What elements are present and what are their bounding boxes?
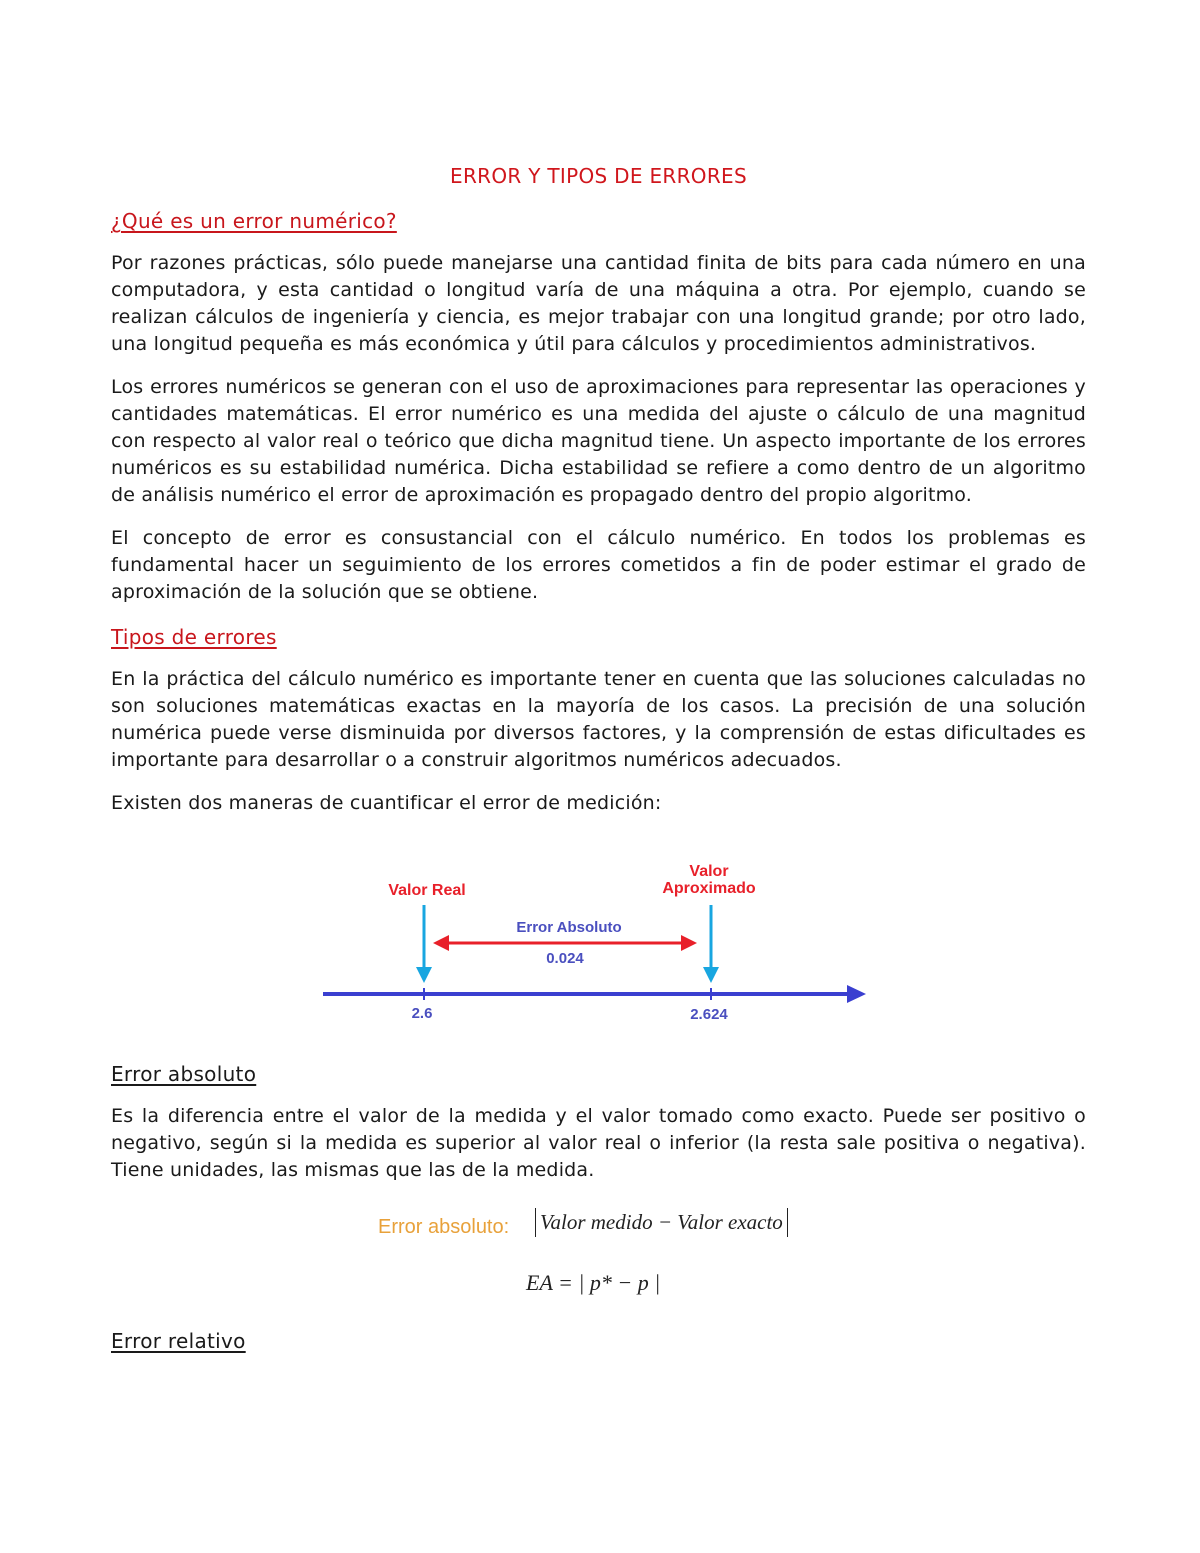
paragraph: Es la diferencia entre el valor de la medida y el valor tomado como exacto. Puede ser positivo o negativo, según si la medida es superior al valor real o inferior (la resta sale positiva o negativa). Tiene unidades, las mismas que las de la medida. [111, 1105, 1086, 1181]
paragraph: Los errores numéricos se generan con el uso de aproximaciones para representar las operaciones y cantidades matemáticas. El error numérico es una medida del ajuste o cálculo de una magnitud con respecto al valor real o teórico que dicha magnitud tiene. Un aspecto importante de los errores numéricos es su estabilidad numérica. Dicha estabilidad se refiere a como dentro de un algoritmo de análisis numérico el error de aproximación es propagado dentro del propio algoritmo. [111, 376, 1086, 506]
section-heading-tipos-de-errores: Tipos de errores [111, 625, 277, 649]
approx-value-tick-label: 2.624 [690, 1006, 728, 1023]
formula-ea [111, 1260, 1086, 1318]
valor-real-label: Valor Real [388, 882, 466, 899]
approx-value-pointer-arrow [703, 905, 719, 983]
error-diagram-svg [111, 833, 1086, 1023]
number-line-axis [323, 985, 866, 1003]
valor-aproximado-label-line1: Valor [689, 863, 729, 880]
paragraph: Por razones prácticas, sólo puede manejarse una cantidad finita de bits para cada número en una computadora, y esta cantidad o longitud varía de una máquina a otra. Por ejemplo, cuando se realizan cálculos de ingeniería y ciencia, es mejor trabajar con una longitud grande; por otro lado, una longitud pequeña es más económica y útil para cálculos y procedimientos administrativos. [111, 252, 1086, 355]
section-heading-error-numerico: ¿Qué es un error numérico? [111, 209, 397, 233]
formula-ea-expression: EA = | p* − p | [526, 1270, 661, 1295]
valor-aproximado-label-line2: Aproximado [662, 880, 756, 897]
formula-expression: Valor medido − Valor exacto [535, 1208, 788, 1237]
error-absoluto-value: 0.024 [546, 950, 584, 967]
section-heading-error-relativo: Error relativo [111, 1329, 246, 1353]
error-absoluto-label: Error Absoluto [516, 919, 622, 936]
paragraph: Existen dos maneras de cuantificar el error de medición: [111, 792, 662, 814]
formula-label: Error absoluto: [378, 1216, 510, 1238]
error-span-double-arrow [433, 935, 697, 951]
formula-error-absoluto [111, 1200, 1086, 1260]
error-diagram [111, 833, 1086, 1023]
real-value-tick-label: 2.6 [411, 1005, 433, 1022]
document-page [111, 160, 1086, 1370]
section-heading-error-absoluto: Error absoluto [111, 1062, 257, 1086]
paragraph: En la práctica del cálculo numérico es importante tener en cuenta que las soluciones calculadas no son soluciones matemáticas exactas en la mayoría de los casos. La precisión de una solución numérica puede verse disminuida por diversos factores, y la comprensión de estas dificultades es importante para desarrollar o a construir algoritmos numéricos adecuados. [111, 668, 1086, 771]
document-title: ERROR Y TIPOS DE ERRORES [450, 164, 747, 188]
real-value-pointer-arrow [416, 905, 432, 983]
paragraph: El concepto de error es consustancial con el cálculo numérico. En todos los problemas es fundamental hacer un seguimiento de los errores cometidos a fin de poder estimar el grado de aproximación de la solución que se obtiene. [111, 527, 1086, 603]
